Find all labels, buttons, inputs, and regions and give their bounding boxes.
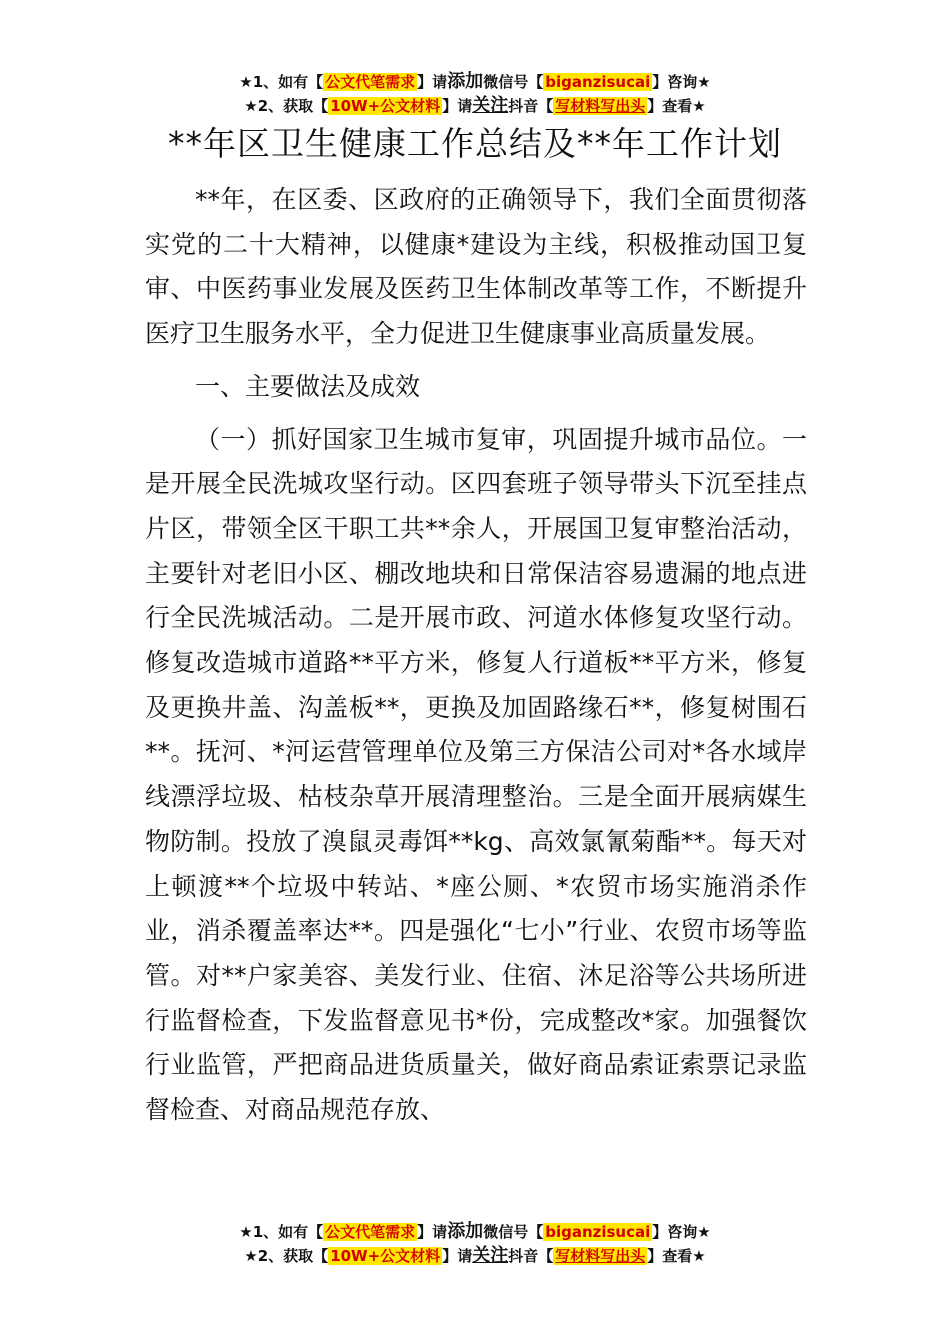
banner-line-2 — [0, 94, 950, 118]
highlight-wechat-id: biganzisucai — [545, 73, 651, 91]
banner-text: 微信号【 — [483, 73, 544, 91]
highlight-materials: 10W+公文材料 — [330, 97, 441, 115]
highlight-service: 公文代笔需求 — [325, 73, 416, 91]
banner-text: 微信号【 — [483, 1223, 544, 1241]
banner-emphasis: 添加 — [447, 1221, 484, 1242]
banner-line-1 — [0, 70, 950, 94]
banner-text: ★2、获取【 — [244, 1247, 329, 1265]
section-heading: 一、主要做法及成效 — [195, 371, 421, 401]
banner-text: 】请 — [442, 1247, 473, 1265]
document-body — [145, 178, 807, 1133]
intro-paragraph: **年，在区委、区政府的正确领导下，我们全面贯彻落实党的二十大精神，以健康*建设为主线，积极推动国卫复审、中医药事业发展及医药卫生体制改革等工作，不断提升医疗卫生服务水平，全力促进卫生健康事业高质量发展。 — [145, 185, 807, 349]
highlight-materials: 10W+公文材料 — [330, 1247, 441, 1265]
banner-text: 】请 — [417, 1223, 448, 1241]
highlight-wechat-id: biganzisucai — [545, 1223, 651, 1241]
top-banner — [0, 70, 950, 118]
banner-text: 抖音【 — [508, 1247, 554, 1265]
banner-text: 】查看★ — [647, 97, 706, 115]
banner-emphasis: 关注 — [472, 1245, 509, 1266]
banner-line-2 — [0, 1244, 950, 1268]
bottom-banner — [0, 1220, 950, 1268]
banner-text: ★2、获取【 — [244, 97, 329, 115]
highlight-douyin: 写材料写出头 — [555, 97, 646, 115]
banner-line-1 — [0, 1220, 950, 1244]
document-title: **年区卫生健康工作总结及**年工作计划 — [168, 124, 782, 163]
banner-text: 】查看★ — [647, 1247, 706, 1265]
banner-text: 】请 — [417, 73, 448, 91]
banner-text: 抖音【 — [508, 97, 554, 115]
banner-text: 】咨询★ — [652, 73, 711, 91]
banner-text: ★1、如有【 — [239, 1223, 324, 1241]
banner-text: 】请 — [442, 97, 473, 115]
body-paragraph: （一）抓好国家卫生城市复审，巩固提升城市品位。一是开展全民洗城攻坚行动。区四套班子领导带头下沉至挂点片区，带领全区干职工共**余人，开展国卫复审整治活动，主要针对老旧小区、棚改地块和日常保洁容易遗漏的地点进行全民洗城活动。二是开展市政、河道水体修复攻坚行动。修复改造城市道路**平方米，修复人行道板**平方米，修复及更换井盖、沟盖板**，更换及加固路缘石**，修复树围石**。抚河、*河运营管理单位及第三方保洁公司对*各水域岸线漂浮垃圾、枯枝杂草开展清理整治。三是全面开展病媒生物防制。投放了溴鼠灵毒饵**kg、高效氯氰菊酯**。每天对上顿渡**个垃圾中转站、*座公厕、*农贸市场实施消杀作业，消杀覆盖率达**。四是强化“七小”行业、农贸市场等监管。对**户家美容、美发行业、住宿、沐足浴等公共场所进行监督检查，下发监督意见书*份，完成整改*家。加强餐饮行业监管，严把商品进货质量关，做好商品索证索票记录监督检查、对商品规范存放、 — [145, 424, 807, 1125]
banner-emphasis: 关注 — [472, 95, 509, 116]
highlight-service: 公文代笔需求 — [325, 1223, 416, 1241]
highlight-douyin: 写材料写出头 — [555, 1247, 646, 1265]
banner-emphasis: 添加 — [447, 71, 484, 92]
banner-text: 】咨询★ — [652, 1223, 711, 1241]
banner-text: ★1、如有【 — [239, 73, 324, 91]
